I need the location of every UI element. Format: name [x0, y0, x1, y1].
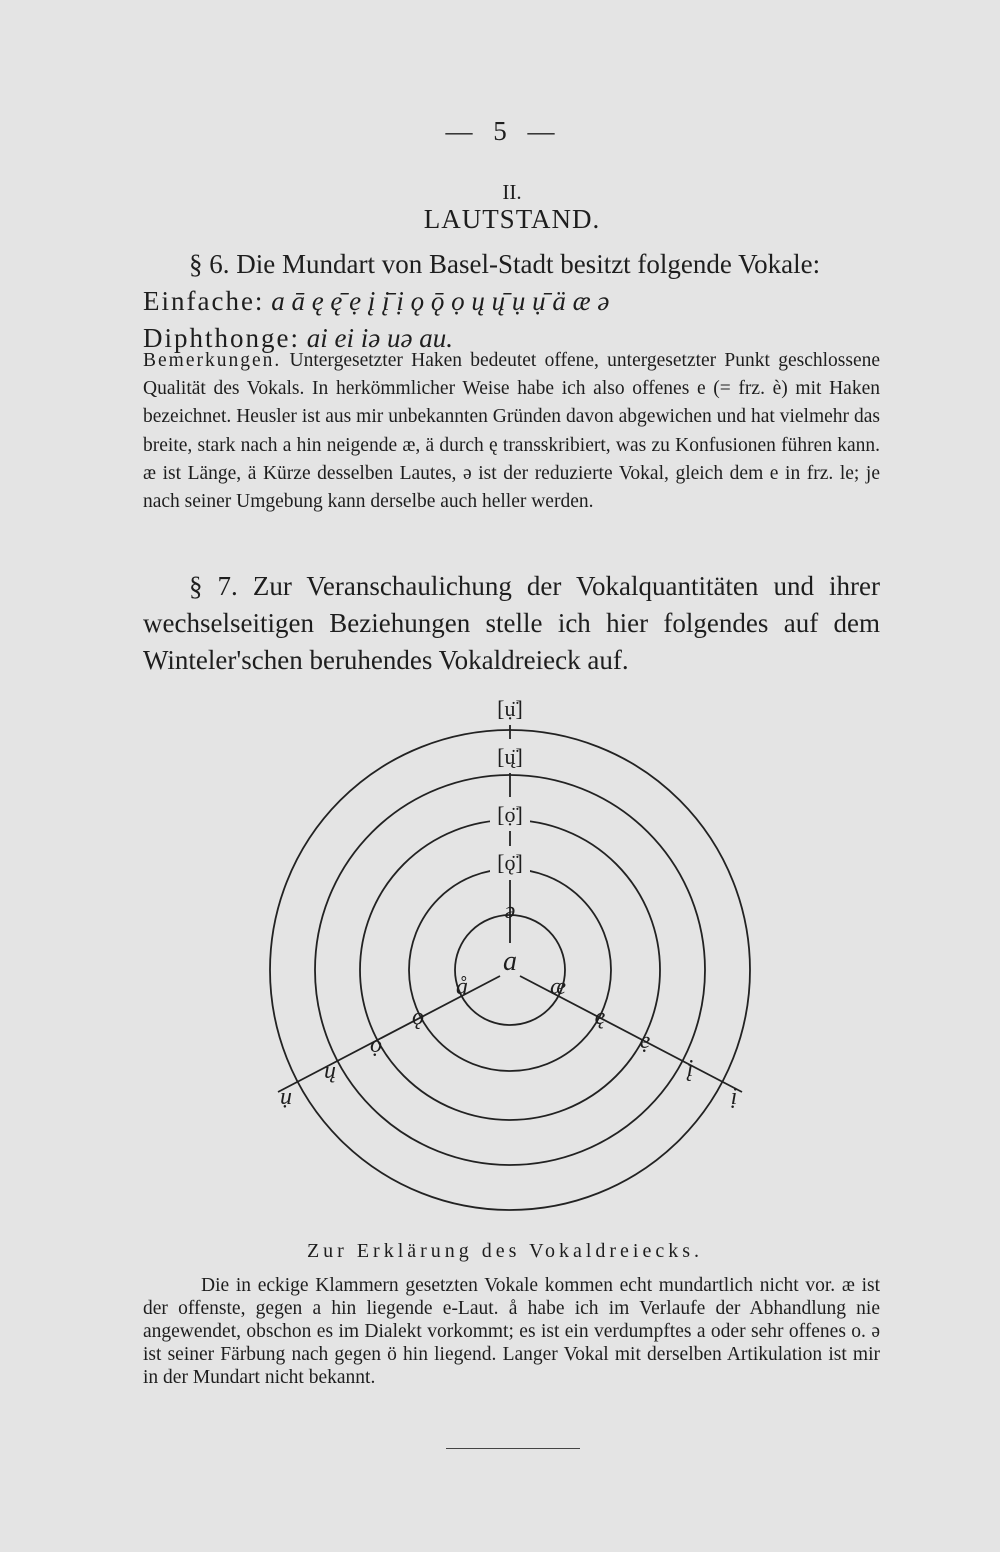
- schwa-label: ə: [504, 898, 516, 924]
- bracket-label-3: [ọ̈]: [497, 802, 523, 827]
- left-label-4: ų: [324, 1058, 336, 1084]
- right-label-3: ẹ: [639, 1028, 651, 1054]
- simple-vowels-label: Einfache:: [143, 286, 265, 316]
- right-label-1: æ: [549, 974, 567, 1000]
- center-label: a: [503, 946, 517, 977]
- remarks-label: Bemerkungen.: [143, 350, 282, 371]
- right-label-4: į: [686, 1056, 694, 1082]
- left-label-1: å: [456, 974, 468, 1000]
- bracket-label-1: [ụ̈]: [497, 696, 523, 721]
- chapter-title: LAUTSTAND.: [423, 204, 601, 234]
- caption-block: [143, 1274, 880, 1389]
- chapter-number: II.: [502, 180, 522, 204]
- bracket-label-2: [ų̈]: [497, 744, 523, 769]
- section-6: [143, 246, 880, 357]
- right-label-2: ę: [594, 1004, 606, 1030]
- page-number: — 5 —: [445, 116, 555, 146]
- bracket-label-4: [ǫ̈]: [497, 850, 523, 875]
- left-label-3: ọ: [370, 1032, 382, 1058]
- section-6-intro: § 6. Die Mundart von Basel-Stadt besitzt folgende Vokale:: [189, 249, 821, 279]
- closing-rule: [446, 1448, 580, 1449]
- diphthongs: ai ei iə uə au.: [306, 323, 453, 353]
- vowel-triangle-diagram: [240, 680, 800, 1240]
- remarks-text: Untergesetzter Haken bedeutet offene, untergesetzter Punkt geschlossene Qualität des Vokals. In herkömmlicher Weise habe ich also offenes e (= frz. è) mit Haken bezeichnet. Heusler ist aus mir unbekannten Gründen davon abgewichen und hat vielmehr das breite, stark nach a hin neigende æ, ä durch ę transskribiert, was zu Konfusionen führen kann. æ ist Länge, ä Kürze desselben Lautes, ə ist der reduzierte Vokal, gleich dem e in frz. le; je nach seiner Umgebung kann derselbe auch heller werden.: [143, 350, 881, 513]
- caption-text: Die in eckige Klammern gesetzten Vokale kommen echt mundartlich nicht vor. æ ist der offenste, gegen a hin liegende e-Laut. å habe ich im Verlaufe der Abhandlung nie angewendet, obschon es im Dialekt vorkommt; es ist ein verdumpftes a oder sehr offenes o. ə ist seiner Färbung nach gegen ö hin liegend. Langer Vokal mit derselben Artikulation ist mir in der Mundart nicht bekannt.: [143, 1275, 880, 1388]
- section-7: [143, 568, 880, 679]
- section-7-text: § 7. Zur Veranschaulichung der Vokalquantitäten und ihrer wechselseitigen Beziehungen stelle ich hier folgendes auf dem Winteler'schen beruhendes Vokaldreieck auf.: [143, 571, 880, 675]
- left-label-5: ụ: [280, 1084, 292, 1110]
- caption-title: Zur Erklärung des Vokaldreiecks.: [306, 1240, 704, 1262]
- left-label-2: ǫ: [412, 1004, 424, 1030]
- remarks-block: [143, 347, 880, 516]
- diphthongs-label: Diphthonge:: [143, 323, 300, 353]
- right-label-5: ị: [730, 1084, 738, 1110]
- simple-vowels: a ā ę ę̄ ẹ į į̄ ị ǫ ǭ ọ ų ų̄ ụ ụ̄ ä æ ə: [271, 286, 610, 316]
